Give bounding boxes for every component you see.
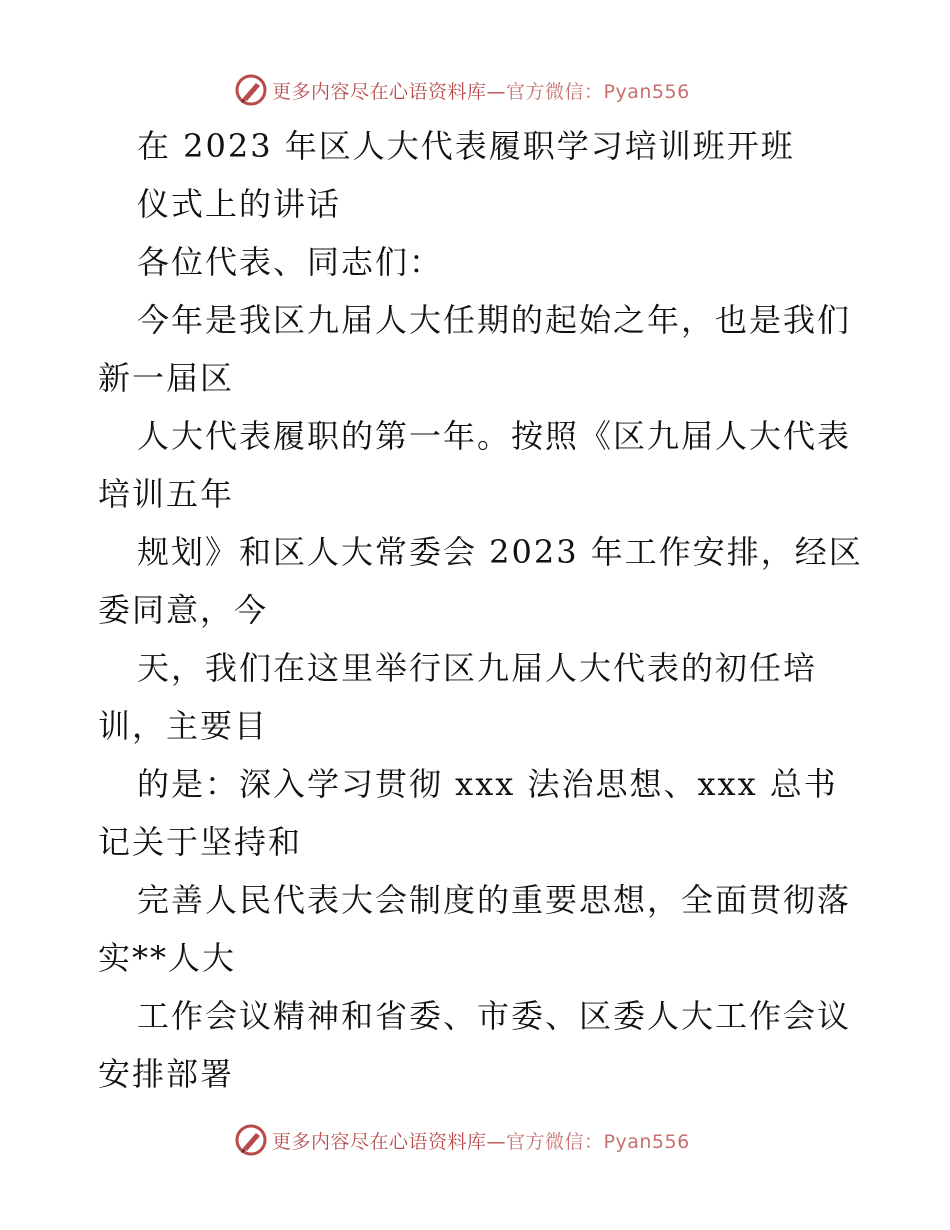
watermark-wechat-id: Pyan556 [603, 1130, 690, 1153]
title-line-1: 在 2023 年区人大代表履职学习培训班开班 [137, 127, 795, 165]
footer-watermark [0, 1120, 950, 1160]
body-line: 实**人大 [98, 939, 237, 977]
watermark-wechat-label: 官方微信： [506, 80, 604, 103]
body-line: 培训五年 [98, 475, 235, 513]
body-line: 的是：深入学习贯彻 xxx 法治思想、xxx 总书 [137, 765, 838, 803]
pen-logo-icon [234, 73, 268, 107]
watermark-main-text: 更多内容尽在心语资料库 [272, 80, 487, 103]
body-line: 天，我们在这里举行区九届人大代表的初任培 [137, 649, 818, 687]
body-line: 完善人民代表大会制度的重要思想，全面贯彻落 [137, 881, 852, 919]
title-line-2: 仪式上的讲话 [137, 185, 342, 223]
watermark-main-text: 更多内容尽在心语资料库 [272, 1130, 487, 1153]
body-line: 规划》和区人大常委会 2023 年工作安排，经区 [137, 533, 863, 571]
pen-logo-icon [234, 1123, 268, 1157]
watermark-dash: — [486, 1130, 507, 1153]
body-line: 人大代表履职的第一年。按照《区九届人大代表 [137, 417, 852, 455]
body-line: 安排部署 [98, 1055, 235, 1093]
salutation: 各位代表、同志们： [137, 243, 444, 281]
header-watermark [0, 70, 950, 110]
body-line: 委同意，今 [98, 591, 269, 629]
body-line: 工作会议精神和省委、市委、区委人大工作会议 [137, 997, 852, 1035]
watermark-dash: — [486, 80, 507, 103]
body-line: 新一届区 [98, 359, 235, 397]
body-line: 训，主要目 [98, 707, 269, 745]
watermark-wechat-id: Pyan556 [603, 80, 690, 103]
watermark-wechat-label: 官方微信： [506, 1130, 604, 1153]
body-line: 记关于坚持和 [98, 823, 303, 861]
body-line: 今年是我区九届人大任期的起始之年，也是我们 [137, 301, 852, 339]
